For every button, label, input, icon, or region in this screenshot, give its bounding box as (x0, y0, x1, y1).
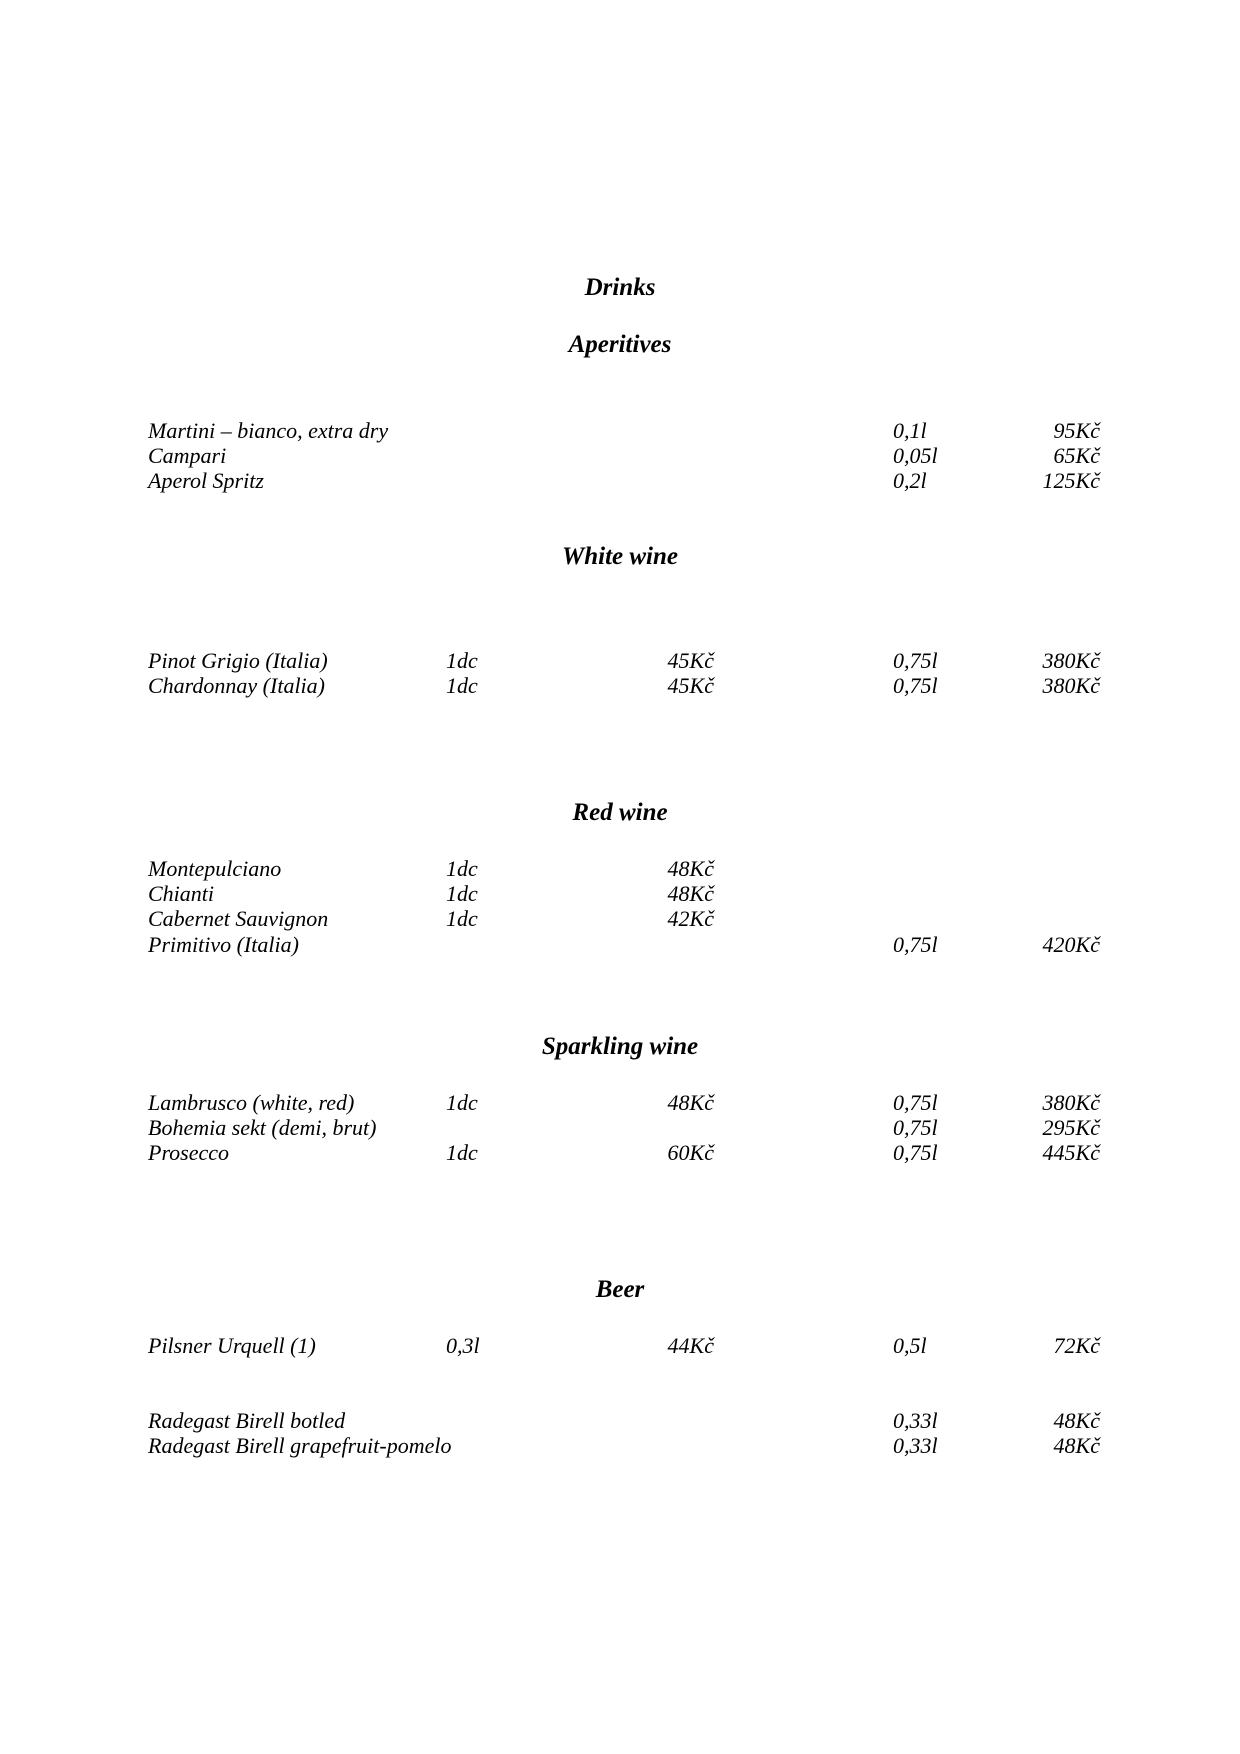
item-bottle-size: 0,75l (893, 673, 938, 698)
item-bottle-price: 48Kč (1053, 1408, 1100, 1433)
item-glass-price: 48Kč (667, 1090, 714, 1115)
item-bottle-size: 0,33l (893, 1408, 938, 1433)
item-bottle-size: 0,33l (893, 1433, 938, 1458)
item-small-size: 0,3l (446, 1333, 480, 1358)
item-bottle-price: 48Kč (1053, 1433, 1100, 1458)
item-bottle-price: 125Kč (1042, 468, 1100, 493)
item-bottle-price: 95Kč (1053, 418, 1100, 443)
menu-item (0, 418, 1240, 444)
menu-item (0, 856, 1240, 882)
menu-item (0, 1090, 1240, 1116)
menu-item (0, 443, 1240, 469)
item-name: Chardonnay (Italia) (148, 673, 325, 698)
section-heading-white-wine: White wine (562, 543, 678, 570)
item-glass-size: 1dc (446, 881, 478, 906)
item-large-price: 72Kč (1053, 1333, 1100, 1358)
item-glass-price: 60Kč (667, 1140, 714, 1165)
menu-item (0, 1140, 1240, 1166)
menu-item (0, 1408, 1240, 1434)
item-glass-size: 1dc (446, 1090, 478, 1115)
item-name: Bohemia sekt (demi, brut) (148, 1115, 377, 1140)
item-bottle-size: 0,05l (893, 443, 938, 468)
menu-item (0, 881, 1240, 907)
item-glass-size: 1dc (446, 906, 478, 931)
item-small-price: 44Kč (667, 1333, 714, 1358)
item-bottle-price: 445Kč (1042, 1140, 1100, 1165)
item-bottle-size: 0,2l (893, 468, 927, 493)
item-bottle-size: 0,75l (893, 1140, 938, 1165)
menu-item (0, 1333, 1240, 1359)
menu-item (0, 1115, 1240, 1141)
item-glass-price: 45Kč (667, 673, 714, 698)
item-bottle-size: 0,1l (893, 418, 927, 443)
section-heading-aperitives: Aperitives (568, 331, 672, 358)
item-glass-size: 1dc (446, 673, 478, 698)
item-name: Radegast Birell botled (148, 1408, 346, 1433)
item-name: Campari (148, 443, 227, 468)
page-title: Drinks (584, 274, 656, 301)
item-bottle-size: 0,75l (893, 932, 938, 957)
item-bottle-price: 420Kč (1042, 932, 1100, 957)
menu-item (0, 906, 1240, 932)
section-heading-sparkling-wine: Sparkling wine (541, 1033, 699, 1060)
item-name: Martini – bianco, extra dry (148, 418, 389, 443)
menu-item (0, 468, 1240, 494)
menu-item (0, 648, 1240, 674)
menu-item (0, 932, 1240, 958)
menu-item (0, 673, 1240, 699)
item-bottle-price: 380Kč (1042, 673, 1100, 698)
item-glass-price: 48Kč (667, 856, 714, 881)
item-name: Primitivo (Italia) (148, 932, 299, 957)
item-name: Radegast Birell grapefruit-pomelo (148, 1433, 452, 1458)
item-bottle-price: 295Kč (1042, 1115, 1100, 1140)
item-glass-price: 45Kč (667, 648, 714, 673)
section-heading-red-wine: Red wine (572, 799, 668, 826)
item-bottle-price: 380Kč (1042, 648, 1100, 673)
item-glass-size: 1dc (446, 856, 478, 881)
item-name: Pinot Grigio (Italia) (148, 648, 328, 673)
item-name: Pilsner Urquell (1) (148, 1333, 316, 1358)
item-name: Lambrusco (white, red) (148, 1090, 355, 1115)
item-name: Cabernet Sauvignon (148, 906, 329, 931)
item-name: Chianti (148, 881, 215, 906)
section-heading-beer: Beer (595, 1276, 645, 1303)
item-large-size: 0,5l (893, 1333, 927, 1358)
item-bottle-size: 0,75l (893, 1115, 938, 1140)
menu-item (0, 1433, 1240, 1459)
item-glass-size: 1dc (446, 648, 478, 673)
item-glass-size: 1dc (446, 1140, 478, 1165)
item-name: Montepulciano (148, 856, 282, 881)
item-name: Prosecco (148, 1140, 230, 1165)
item-name: Aperol Spritz (148, 468, 264, 493)
item-glass-price: 42Kč (667, 906, 714, 931)
item-bottle-price: 380Kč (1042, 1090, 1100, 1115)
item-bottle-size: 0,75l (893, 1090, 938, 1115)
item-glass-price: 48Kč (667, 881, 714, 906)
item-bottle-price: 65Kč (1053, 443, 1100, 468)
item-bottle-size: 0,75l (893, 648, 938, 673)
